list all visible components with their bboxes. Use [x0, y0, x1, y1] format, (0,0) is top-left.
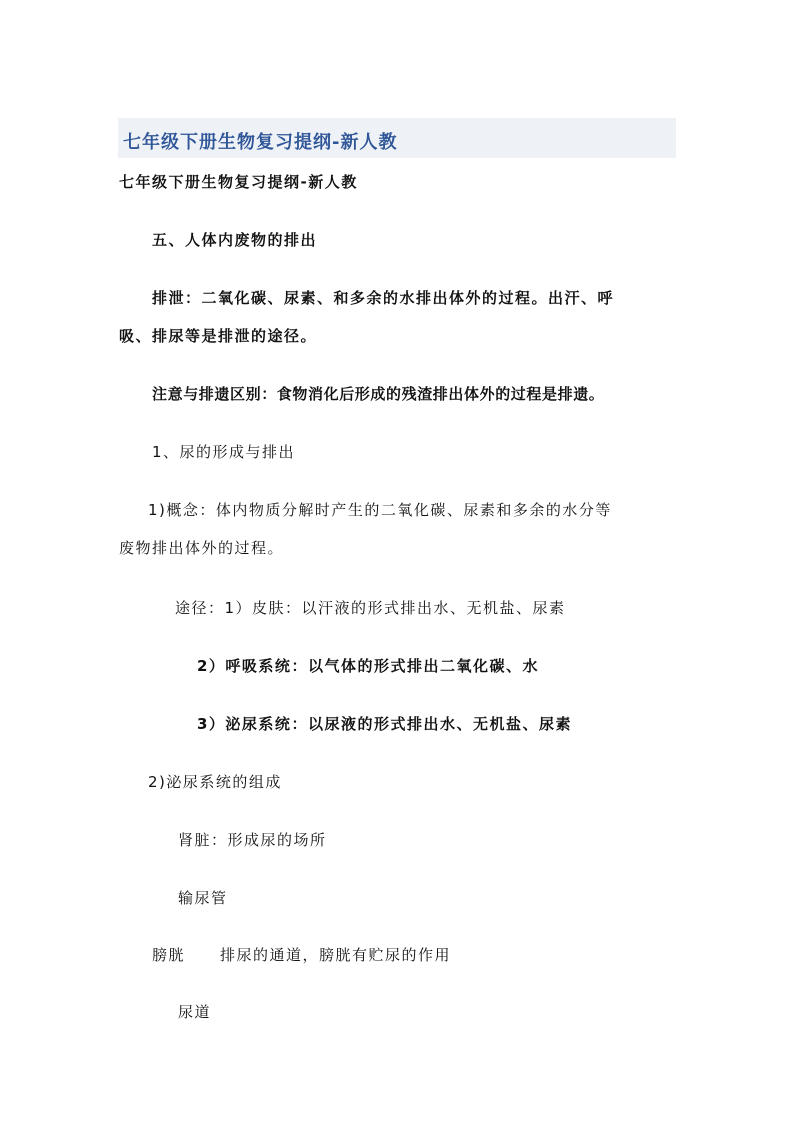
subsection-heading: 1、尿的形成与排出: [152, 443, 296, 461]
list-item: 3）泌尿系统：以尿液的形式排出水、无机盐、尿素: [197, 715, 572, 733]
paragraph-line: 1)概念：体内物质分解时产生的二氧化碳、尿素和多余的水分等: [148, 501, 612, 519]
list-item: 输尿管: [178, 889, 228, 907]
document-title: 七年级下册生物复习提纲-新人教: [123, 132, 398, 153]
list-item-note: 排尿的通道，膀胱有贮尿的作用: [220, 946, 452, 964]
section-heading: 五、人体内废物的排出: [152, 231, 318, 249]
paragraph-line: 注意与排遗区别：食物消化后形成的残渣排出体外的过程是排遗。: [152, 385, 605, 403]
list-item: 途径：1）皮肤：以汗液的形式排出水、无机盐、尿素: [175, 599, 566, 617]
paragraph-line: 排泄：二氧化碳、尿素、和多余的水排出体外的过程。出汗、呼: [152, 289, 615, 307]
paragraph-line: 吸、排尿等是排泄的途径。: [119, 327, 318, 345]
subsection-heading: 2)泌尿系统的组成: [148, 773, 282, 791]
list-item: 膀胱: [152, 946, 186, 964]
list-item: 肾脏：形成尿的场所: [178, 831, 327, 849]
list-item: 尿道: [178, 1003, 212, 1021]
subtitle: 七年级下册生物复习提纲-新人教: [119, 173, 358, 191]
paragraph-line: 废物排出体外的过程。: [119, 539, 285, 557]
list-item: 2）呼吸系统：以气体的形式排出二氧化碳、水: [197, 657, 539, 675]
